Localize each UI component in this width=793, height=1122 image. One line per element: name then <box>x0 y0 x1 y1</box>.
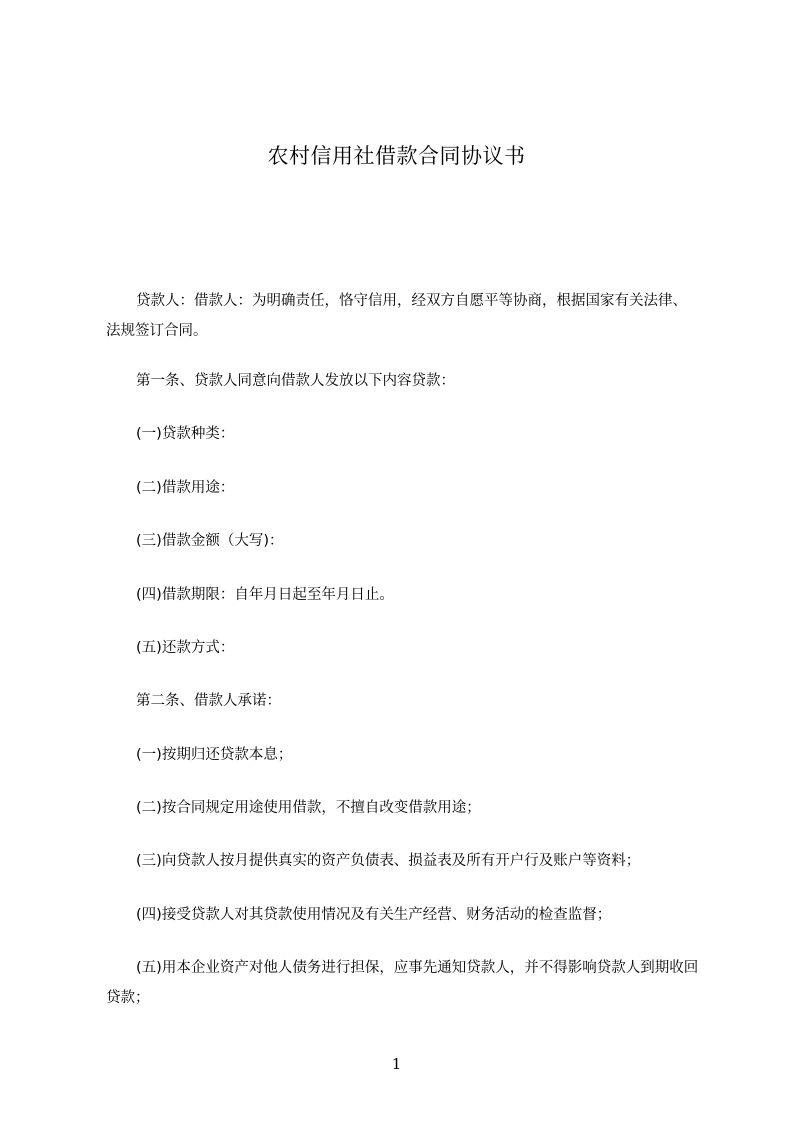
paragraph-item-1-1: (一)贷款种类： <box>136 426 235 442</box>
document-title: 农村信用社借款合同协议书 <box>267 144 526 168</box>
paragraph-item-2-2: (二)按合同规定用途使用借款，不擅自改变借款用途； <box>136 800 481 816</box>
paragraph-item-2-5: (五)用本企业资产对他人债务进行担保，应事先通知贷款人，并不得影响贷款人到期收回贷款； <box>106 960 699 1006</box>
paragraph-item-1-5: (五)还款方式： <box>136 640 235 656</box>
paragraph-intro: 贷款人：借款人：为明确责任，恪守信用，经双方自愿平等协商，根据国家有关法律、法规签订合同。 <box>106 293 687 339</box>
paragraph-item-1-4: (四)借款期限：自年月日起至年月日止。 <box>136 587 394 603</box>
paragraph-item-2-3: (三)向贷款人按月提供真实的资产负债表、损益表及所有开户行及账户等资料； <box>136 853 641 869</box>
paragraph-item-2-1: (一)按期归还贷款本息； <box>136 747 293 763</box>
page-number: 1 <box>391 1055 402 1073</box>
paragraph-article-2: 第二条、借款人承诺： <box>136 693 281 709</box>
paragraph-item-1-2: (二)借款用途： <box>136 480 235 496</box>
paragraph-item-2-4: (四)接受贷款人对其贷款使用情况及有关生产经营、财务活动的检查监督； <box>136 907 612 923</box>
paragraph-article-1: 第一条、贷款人同意向借款人发放以下内容贷款： <box>136 373 455 389</box>
paragraph-item-1-3: (三)借款金额（大写)： <box>136 533 284 549</box>
